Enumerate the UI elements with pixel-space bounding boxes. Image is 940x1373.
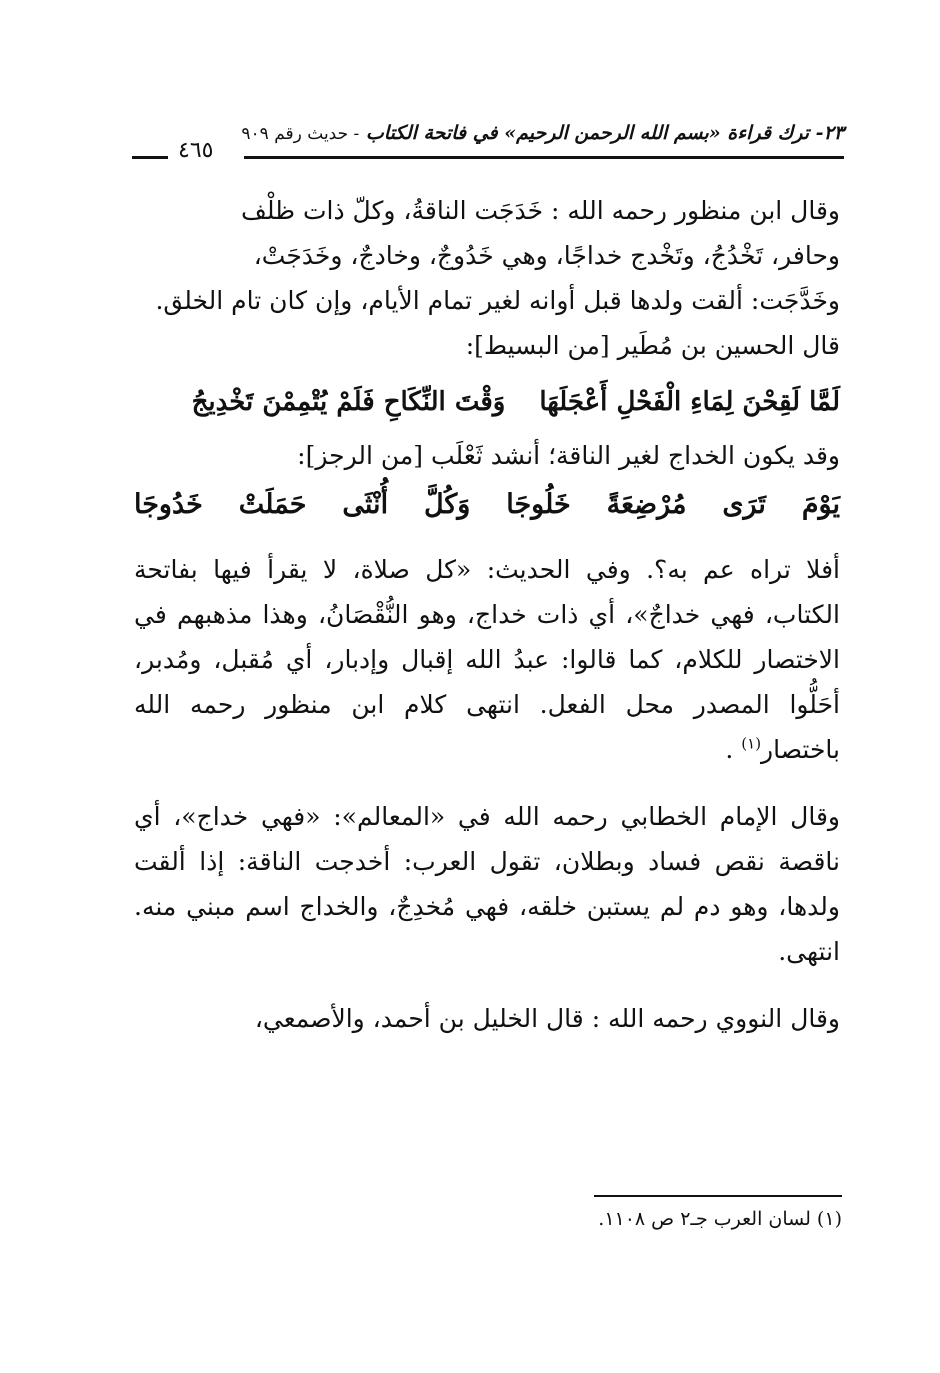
rajaz-verse: يَوْمَ تَرَى مُرْضِعَةً خَلُوجَا وَكُلَّ أُنْثَى حَمَلَتْ خَدُوجَا [134,489,840,520]
page-number: ٤٦٥ [178,138,214,163]
paragraph-line: وقال ابن منظور رحمه الله : خَدَجَت الناقةُ، وكلّ ذات ظلْف [241,196,840,225]
verse-first-hemistich: لَمَّا لَقِحْنَ لِمَاءِ الْفَحْلِ أَعْجَلَهَا [539,387,840,417]
poetry-verse [134,380,840,425]
paragraph-end: . [725,735,734,764]
footnote-ref: (١) [741,734,762,753]
paragraph [134,547,840,772]
paragraph-text: أفلا تراه عم به؟. وفي الحديث: «كل صلاة، لا يقرأ فيها بفاتحة الكتاب، فهي خداجٌ»، أي ذات خداج، وهو النُّقْصَانُ، وهذا مذهبهم في الاختصار للكلام، كما قالوا: عبدُ الله إقبال وإدبار، أي مُقبل، ومُدبر، أحَلُّوا المصدر محل الفعل. انتهى كلام ابن منظور رحمه الله باختصار [134,555,840,764]
verse-second-hemistich: وَقْتَ النِّكَاحِ فَلَمْ يُتْمِمْنَ تَخْدِيجُ [191,387,506,417]
footnote-rule [594,1195,842,1197]
page-header [132,122,844,162]
paragraph-line: وحافر، تَخْدُجُ، وتَخْدج خداجًا، وهي خَدُوجٌ، وخادجٌ، وخَدَجَتْ، [253,241,840,270]
hadith-number: - حديث رقم ٩٠٩ [241,124,360,144]
paragraph-line: قال الحسين بن مُطَير [من البسيط]: [465,331,840,360]
page-body [134,188,840,1041]
chapter-title: ٢٣- ترك قراءة «بسم الله الرحمن الرحيم» في فاتحة الكتاب [365,122,844,144]
header-dash [132,156,168,159]
paragraph: وقال النووي رحمه الله : قال الخليل بن أحمد، والأصمعي، [254,1004,840,1033]
running-title [241,122,844,144]
paragraph-line: وخَدَّجَت: ألقت ولدها قبل أوانه لغير تمام الأيام، وإن كان تام الخلق. [155,286,840,315]
paragraph: وقد يكون الخداج لغير الناقة؛ أنشد ثَعْلَب [من الرجز]: [297,441,840,470]
footnote: (١) لسان العرب جـ٢ ص ١١٠٨. [598,1208,842,1230]
paragraph: وقال الإمام الخطابي رحمه الله في «المعالم»: «فهي خداج»، أي ناقصة نقص فساد وبطلان، تقول العرب: أخدجت الناقة: إذا ألقت ولدها، وهو دم لم يستبن خلقه، فهي مُخدِجٌ، والخداج اسم مبني منه. انتهى. [134,802,840,966]
header-rule [244,156,844,159]
